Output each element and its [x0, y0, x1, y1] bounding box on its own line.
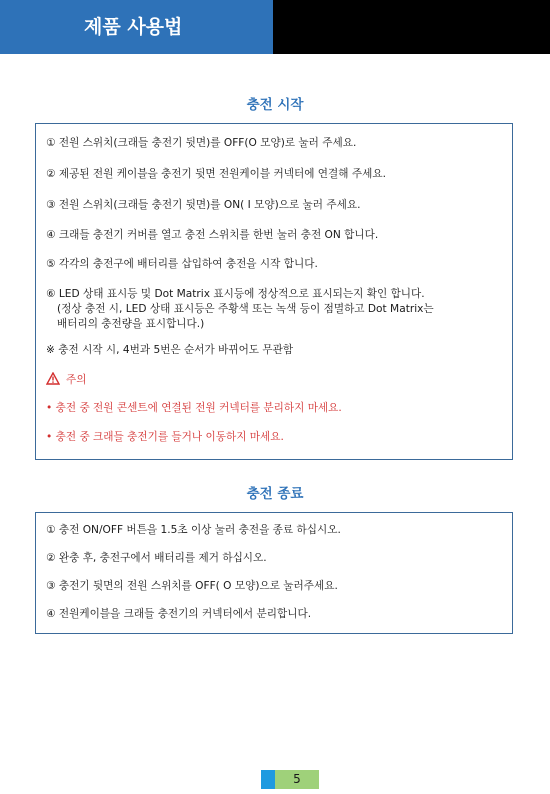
caution-heading [46, 372, 506, 388]
section-title-charge-start: 충전 시작 [246, 97, 304, 113]
end-step-3: ③ 충전기 뒷면의 전원 스위치를 OFF( O 모양)으로 눌러주세요. [46, 580, 338, 592]
end-step-1: ① 충전 ON/OFF 버튼을 1.5초 이상 눌러 충전을 종료 하십시오. [46, 524, 341, 536]
page-number-accent [261, 770, 275, 789]
start-step-4: ④ 크래들 충전기 커버를 열고 충전 스위치를 한번 눌러 충전 ON 합니다. [46, 229, 379, 241]
caution-title: 주의 [66, 374, 87, 386]
start-note: ※ 충전 시작 시, 4번과 5번은 순서가 바뀌어도 무관함 [46, 344, 294, 356]
caution-item-2 [46, 430, 506, 445]
warning-icon [46, 372, 60, 385]
end-step-2: ② 완충 후, 충전구에서 배터리를 제거 하십시오. [46, 552, 267, 564]
page-title: 제품 사용법 [84, 16, 183, 38]
header-black-bar [273, 0, 550, 54]
page-number-badge [261, 770, 319, 789]
end-step-4: ④ 전원케이블을 크래들 충전기의 커넥터에서 분리합니다. [46, 608, 312, 620]
start-step-5: ⑤ 각각의 충전구에 배터리를 삽입하여 충전을 시작 합니다. [46, 258, 318, 270]
caution-text-1: 충전 중 전원 콘센트에 연결된 전원 커넥터를 분리하지 마세요. [55, 402, 342, 414]
bullet-icon: • [46, 431, 53, 443]
bullet-icon: • [46, 402, 53, 414]
caution-text-2: 충전 중 크래들 충전기를 들거나 이동하지 마세요. [55, 431, 284, 443]
start-step-6: ⑥ LED 상태 표시등 및 Dot Matrix 표시등에 정상적으로 표시되는지 확인 합니다. [46, 288, 425, 300]
start-step-6-detail-1: (정상 충전 시, LED 상태 표시등은 주황색 또는 녹색 등이 점멸하고 Dot Matrix는 [57, 303, 434, 315]
charge-end-box [35, 512, 513, 634]
section-title-charge-end: 충전 종료 [246, 486, 304, 502]
start-step-6-detail-2: 배터리의 충전량을 표시합니다.) [57, 318, 205, 330]
page-number: 5 [275, 770, 319, 789]
start-step-2: ② 제공된 전원 케이블을 충전기 뒷면 전원케이블 커넥터에 연결해 주세요. [46, 168, 386, 180]
header-title-bar [0, 0, 273, 54]
charge-start-box [35, 123, 513, 460]
caution-item-1 [46, 401, 506, 416]
start-step-3: ③ 전원 스위치(크래들 충전기 뒷면)를 ON( I 모양)으로 눌러 주세요. [46, 199, 361, 211]
start-step-1: ① 전원 스위치(크래들 충전기 뒷면)를 OFF(O 모양)로 눌러 주세요. [46, 137, 357, 149]
